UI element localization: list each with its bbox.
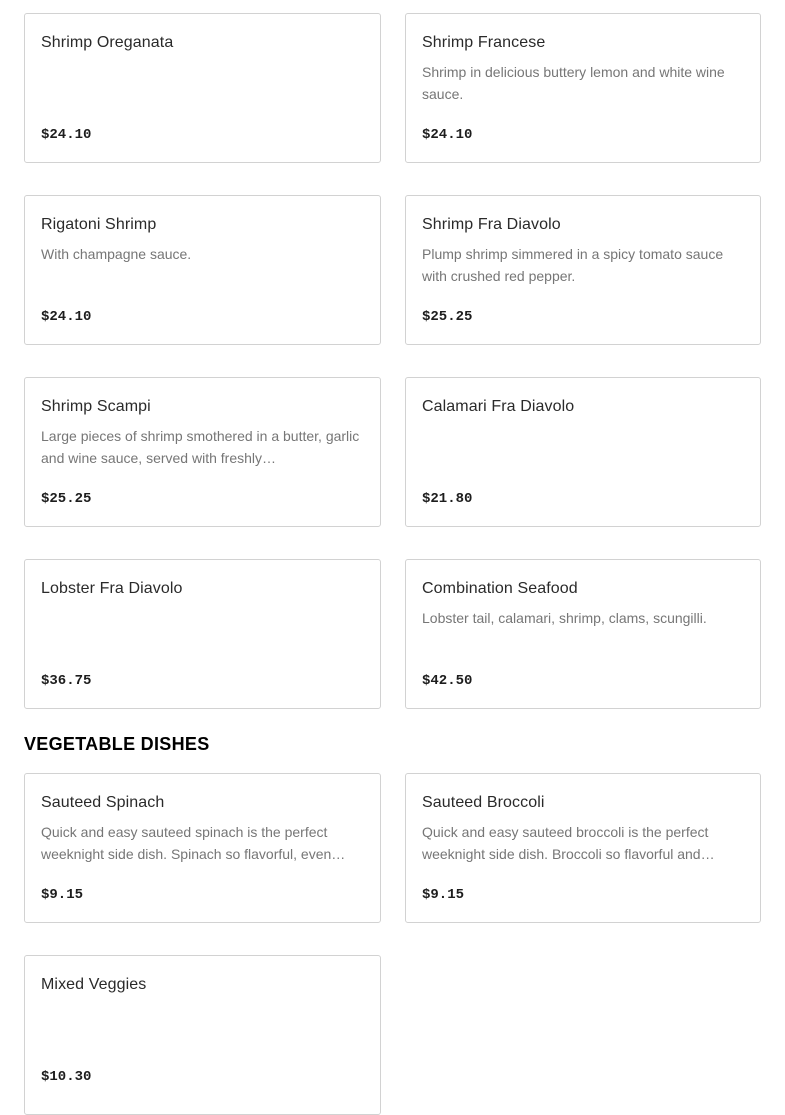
menu-item-name: Shrimp Scampi xyxy=(41,398,151,415)
menu-item-name: Rigatoni Shrimp xyxy=(41,216,157,233)
menu-item-price: $25.25 xyxy=(422,309,473,325)
menu-item-price: $36.75 xyxy=(41,673,92,689)
menu-item-description: Shrimp in delicious buttery lemon and white wine sauce. xyxy=(422,64,725,102)
menu-item-price: $9.15 xyxy=(422,887,465,903)
menu-item-name: Shrimp Oreganata xyxy=(41,34,174,51)
menu-item-name: Sauteed Spinach xyxy=(41,794,165,811)
menu-item-card[interactable] xyxy=(405,559,761,709)
menu-item-name: Calamari Fra Diavolo xyxy=(422,398,575,415)
menu-item-description: Large pieces of shrimp smothered in a butter, garlic and wine sauce, served with freshly… xyxy=(41,428,360,466)
menu-item-name: Lobster Fra Diavolo xyxy=(41,580,183,597)
menu-item-name: Shrimp Fra Diavolo xyxy=(422,216,561,233)
menu-item-name: Mixed Veggies xyxy=(41,976,147,993)
menu-item-price: $9.15 xyxy=(41,887,84,903)
menu-item-price: $24.10 xyxy=(422,127,473,143)
menu-item-price: $25.25 xyxy=(41,491,92,507)
menu-item-card[interactable] xyxy=(405,13,761,163)
vegetable-items-grid xyxy=(24,773,761,1115)
menu-item-price: $42.50 xyxy=(422,673,473,689)
menu-item-name: Combination Seafood xyxy=(422,580,578,597)
menu-item-card[interactable] xyxy=(24,559,381,709)
menu-item-price: $24.10 xyxy=(41,309,92,325)
menu-item-name: Shrimp Francese xyxy=(422,34,546,51)
menu-item-price: $21.80 xyxy=(422,491,473,507)
menu-item-card[interactable] xyxy=(24,773,381,923)
section-title-vegetable-dishes: VEGETABLE DISHES xyxy=(24,734,210,754)
menu-item-card[interactable] xyxy=(405,377,761,527)
menu-item-name: Sauteed Broccoli xyxy=(422,794,545,811)
menu-item-description: Quick and easy sauteed broccoli is the perfect weeknight side dish. Broccoli so flavorful and… xyxy=(422,824,715,862)
menu-item-card[interactable] xyxy=(24,377,381,527)
menu-item-description: Quick and easy sauteed spinach is the perfect weeknight side dish. Spinach so flavorful, even… xyxy=(41,824,346,862)
menu-item-description: Plump shrimp simmered in a spicy tomato sauce with crushed red pepper. xyxy=(422,246,724,284)
menu-item-card[interactable] xyxy=(24,195,381,345)
menu-item-card[interactable] xyxy=(24,13,381,163)
menu-item-card[interactable] xyxy=(24,955,381,1115)
menu-item-price: $10.30 xyxy=(41,1069,92,1085)
menu-item-card[interactable] xyxy=(405,195,761,345)
menu-item-description: Lobster tail, calamari, shrimp, clams, scungilli. xyxy=(422,610,707,626)
menu-item-description: With champagne sauce. xyxy=(41,246,192,262)
seafood-items-grid xyxy=(24,13,761,709)
menu-item-price: $24.10 xyxy=(41,127,92,143)
menu-item-card[interactable] xyxy=(405,773,761,923)
